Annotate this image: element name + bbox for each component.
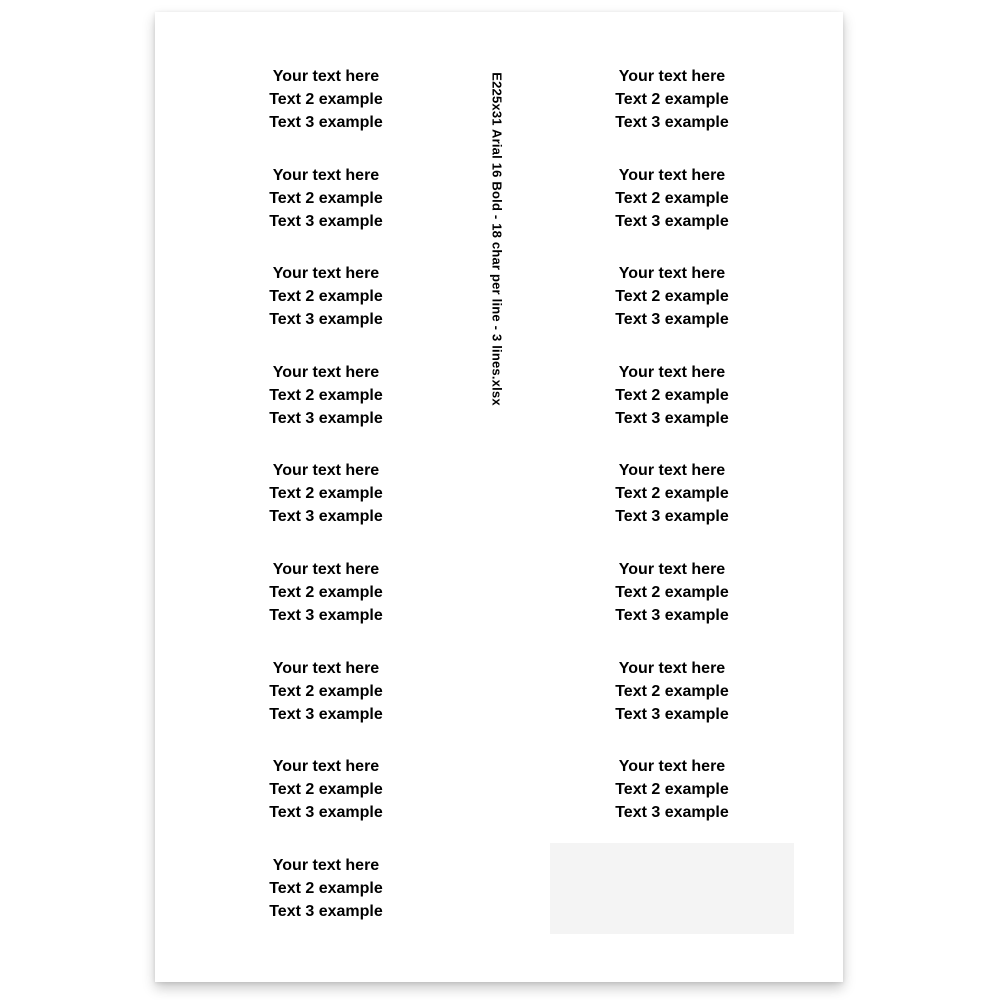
label-column-left xyxy=(204,54,448,934)
label-cell xyxy=(550,54,794,145)
label-line: Your text here xyxy=(618,265,726,283)
label-line: Text 2 example xyxy=(615,485,729,503)
label-line: Text 3 example xyxy=(615,409,729,427)
label-line: Your text here xyxy=(272,659,380,677)
label-line: Your text here xyxy=(272,462,380,480)
label-line: Text 3 example xyxy=(615,114,729,131)
label-line: Text 2 example xyxy=(269,485,383,503)
label-cell xyxy=(550,448,794,539)
label-line: Text 2 example xyxy=(269,682,383,700)
empty-label-cell xyxy=(550,843,794,934)
label-line: Your text here xyxy=(272,363,380,381)
label-line: Text 2 example xyxy=(615,386,729,404)
label-line: Text 3 example xyxy=(269,212,383,230)
label-line: Your text here xyxy=(618,462,726,480)
label-line: Your text here xyxy=(272,560,380,578)
label-line: Text 2 example xyxy=(615,583,729,601)
label-line: Text 2 example xyxy=(269,781,383,799)
label-cell xyxy=(204,843,448,934)
label-line: Your text here xyxy=(618,560,726,578)
label-line: Text 2 example xyxy=(269,91,383,108)
label-cell xyxy=(204,153,448,244)
label-line: Text 3 example xyxy=(615,606,729,624)
sheet-filename-caption: E225x31 Arial 16 Bold - 18 char per line - 3 lines.xlsx xyxy=(489,72,505,406)
label-line: Text 3 example xyxy=(269,902,383,920)
label-line: Text 2 example xyxy=(615,189,729,207)
label-cell xyxy=(550,744,794,835)
label-cell xyxy=(204,350,448,441)
label-line: Text 2 example xyxy=(615,91,729,108)
label-line: Your text here xyxy=(618,758,726,776)
label-line: Text 3 example xyxy=(615,508,729,526)
label-line: Your text here xyxy=(272,856,380,874)
label-line: Your text here xyxy=(618,659,726,677)
label-cell xyxy=(550,547,794,638)
label-line: Text 3 example xyxy=(269,409,383,427)
label-cell xyxy=(204,448,448,539)
label-line: Text 3 example xyxy=(269,804,383,822)
label-line: Text 3 example xyxy=(615,705,729,723)
label-line: Your text here xyxy=(272,166,380,184)
label-line: Text 2 example xyxy=(269,583,383,601)
label-line: Text 3 example xyxy=(615,311,729,329)
label-line: Text 2 example xyxy=(269,189,383,207)
label-line: Your text here xyxy=(618,166,726,184)
label-cell xyxy=(204,547,448,638)
label-cell xyxy=(550,153,794,244)
label-cell xyxy=(204,54,448,145)
label-cell xyxy=(204,744,448,835)
label-line: Text 2 example xyxy=(615,781,729,799)
label-line: Text 2 example xyxy=(269,879,383,897)
label-line: Your text here xyxy=(618,363,726,381)
label-line: Your text here xyxy=(618,68,726,85)
label-line: Text 3 example xyxy=(615,804,729,822)
label-line: Text 3 example xyxy=(269,606,383,624)
label-cell xyxy=(204,251,448,342)
label-line: Text 3 example xyxy=(615,212,729,230)
label-cell xyxy=(550,251,794,342)
label-line: Text 3 example xyxy=(269,508,383,526)
label-line: Your text here xyxy=(272,265,380,283)
label-line: Your text here xyxy=(272,758,380,776)
label-line: Your text here xyxy=(272,68,380,85)
label-line: Text 3 example xyxy=(269,114,383,131)
label-line: Text 2 example xyxy=(269,288,383,306)
label-line: Text 2 example xyxy=(615,682,729,700)
label-cell xyxy=(204,646,448,737)
label-cell xyxy=(550,350,794,441)
label-cell xyxy=(550,646,794,737)
label-sheet xyxy=(155,12,843,982)
label-line: Text 3 example xyxy=(269,705,383,723)
label-line: Text 3 example xyxy=(269,311,383,329)
label-column-right xyxy=(550,54,794,934)
label-line: Text 2 example xyxy=(269,386,383,404)
label-line: Text 2 example xyxy=(615,288,729,306)
